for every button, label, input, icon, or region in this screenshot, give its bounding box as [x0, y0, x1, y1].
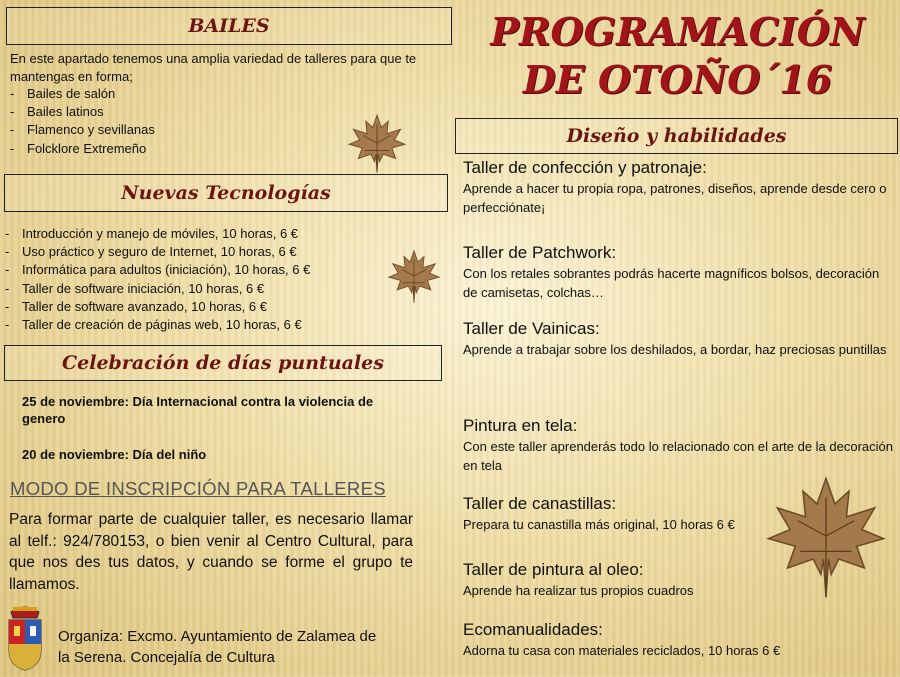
workshop-name: Taller de Patchwork: [463, 243, 617, 262]
bailes-list [10, 85, 330, 158]
bailes-heading [6, 7, 452, 45]
workshop-name: Taller de confección y patronaje: [463, 158, 707, 177]
workshop-item [463, 493, 793, 534]
tecnologias-heading [4, 174, 448, 212]
workshop-desc: Prepara tu canastilla más original, 10 horas 6 € [463, 517, 735, 532]
bailes-heading-text: BAILES [188, 14, 270, 37]
coat-of-arms-icon [3, 602, 47, 677]
workshop-name: Pintura en tela: [463, 416, 578, 435]
bailes-intro: En este apartado tenemos una amplia variedad de talleres para que te mantengas en forma; [10, 51, 417, 84]
maple-leaf-icon [386, 248, 442, 309]
workshop-name: Ecomanualidades: [463, 620, 603, 639]
maple-leaf-icon [762, 470, 890, 607]
list-item: - Informática para adultos (iniciación), 10 horas, 6 € [5, 261, 385, 279]
tecnologias-heading-text: Nuevas Tecnologías [121, 181, 331, 204]
organiza-line-1: Organiza: Excmo. Ayuntamiento de Zalamea de [58, 628, 377, 645]
celebracion-heading-text: Celebración de días puntuales [62, 351, 384, 374]
list-item: - Taller de software avanzado, 10 horas, 6 € [5, 298, 385, 316]
celebracion-date-1: 25 de noviembre: Día Internacional contra la violencia de genero [22, 394, 374, 426]
workshop-desc: Adorna tu casa con materiales reciclados, 10 horas 6 € [463, 643, 781, 658]
list-item: - Taller de software iniciación, 10 horas, 6 € [5, 280, 385, 298]
list-item: - Flamenco y sevillanas [10, 121, 330, 139]
list-item: - Uso práctico y seguro de Internet, 10 horas, 6 € [5, 243, 385, 261]
workshop-desc: Aprende a hacer tu propia ropa, patrones, diseños, aprende desde cero o perfecciónate¡ [463, 181, 887, 215]
maple-leaf-icon [345, 112, 409, 179]
workshop-name: Taller de canastillas: [463, 494, 617, 513]
workshop-item [463, 318, 893, 359]
list-item: - Bailes de salón [10, 85, 330, 103]
workshop-name: Taller de pintura al oleo: [463, 560, 644, 579]
diseno-heading-text: Diseño y habilidades [566, 124, 787, 147]
list-item: - Taller de creación de páginas web, 10 horas, 6 € [5, 316, 385, 334]
list-item: - Bailes latinos [10, 103, 330, 121]
main-title-line-1: PROGRAMACIÓN [490, 9, 865, 54]
main-title [455, 8, 900, 104]
organiza-text [58, 626, 418, 668]
celebracion-date-2: 20 de noviembre: Día del niño [22, 447, 207, 462]
workshop-item [463, 415, 893, 475]
celebracion-heading [4, 345, 442, 381]
inscripcion-heading: MODO DE INSCRIPCIÓN PARA TALLERES [10, 478, 386, 499]
workshop-item [463, 619, 893, 660]
workshop-name: Taller de Vainicas: [463, 319, 600, 338]
main-title-line-2: DE OTOÑO´16 [522, 57, 833, 102]
workshop-item [463, 157, 893, 217]
workshop-desc: Aprende ha realizar tus propios cuadros [463, 583, 694, 598]
diseno-heading [455, 118, 898, 154]
workshop-item [463, 559, 793, 600]
list-item: - Folcklore Extremeño [10, 140, 330, 158]
workshop-item [463, 242, 893, 302]
tecnologias-list [5, 225, 385, 334]
list-item: - Introducción y manejo de móviles, 10 horas, 6 € [5, 225, 385, 243]
workshop-desc: Aprende a trabajar sobre los deshilados, a bordar, haz preciosas puntillas [463, 342, 887, 357]
inscripcion-body: Para formar parte de cualquier taller, es necesario llamar al telf.: 924/780153, o bien venir al Centro Cultural, para que nos des tus datos, y cuando se forme el grupo te llamamos. [9, 511, 413, 593]
workshop-desc: Con los retales sobrantes podrás hacerte magníficos bolsos, decoración de camisetas, colchas… [463, 266, 880, 300]
organiza-line-2: la Serena. Concejalía de Cultura [58, 649, 275, 666]
workshop-desc: Con este taller aprenderás todo lo relacionado con el arte de la decoración en tela [463, 439, 893, 473]
